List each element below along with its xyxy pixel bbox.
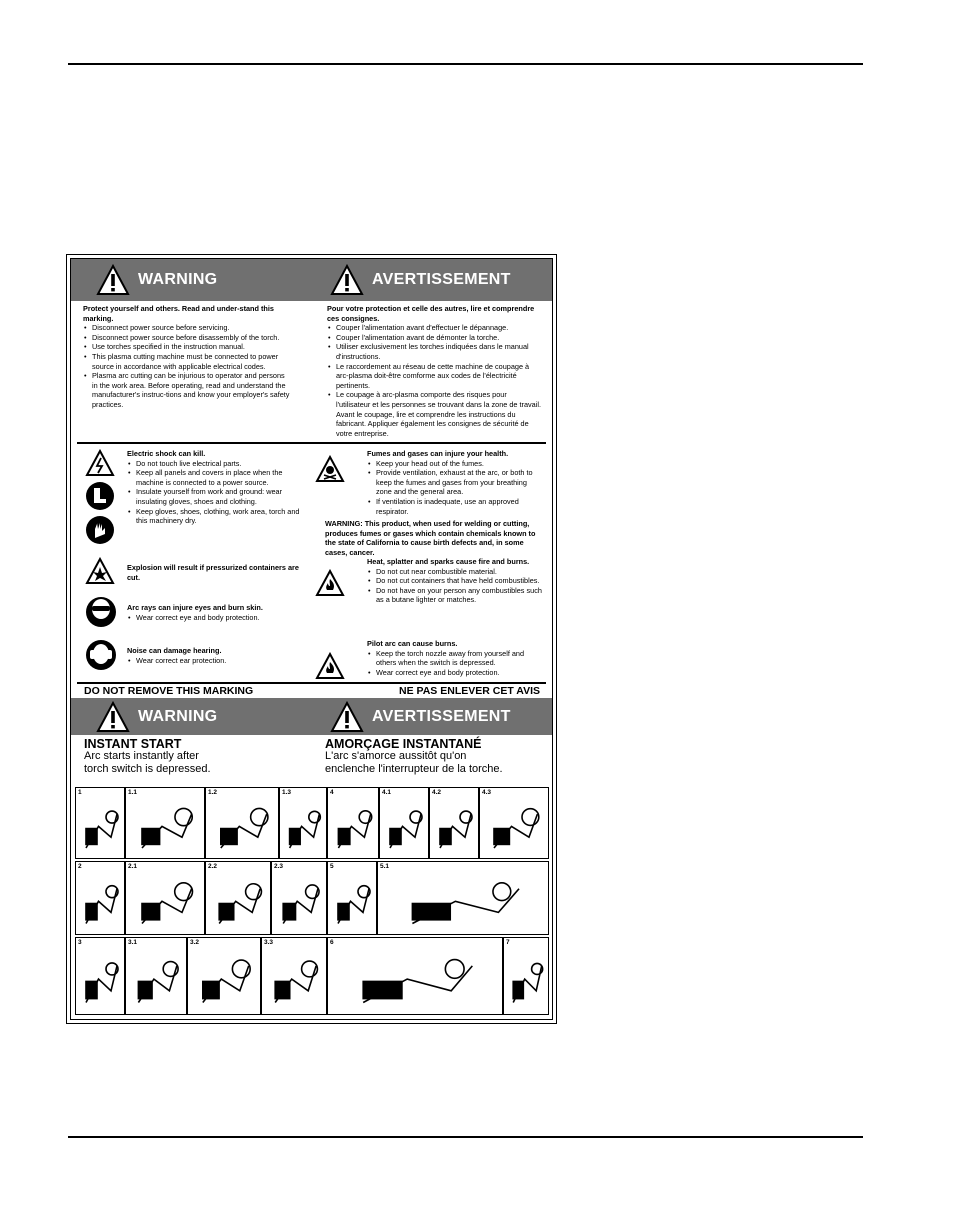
warning-triangle-icon — [330, 701, 364, 733]
list-item: • Insulate yourself from work and ground: wear insulating gloves, shoes and clothing. — [127, 487, 311, 506]
pictogram-cell — [205, 861, 271, 935]
hazard-heading: Pilot arc can cause burns. — [367, 639, 458, 648]
safety-pictogram-icon — [328, 788, 379, 859]
pictogram-number: 1.3 — [282, 789, 292, 796]
hazard-fumes — [367, 449, 543, 516]
pictogram-cell — [479, 787, 549, 859]
pictogram-number: 4.3 — [482, 789, 492, 796]
toxic-fumes-icon — [315, 455, 345, 483]
ear-protection-icon — [85, 639, 117, 671]
hazard-electric-shock — [127, 449, 311, 526]
pictogram-cell — [125, 787, 205, 859]
hazard-heading: Electric shock can kill. — [127, 449, 206, 458]
burn-hazard-icon — [315, 652, 345, 680]
prop65-text: WARNING: This product, when used for welding or cutting, produces fumes or gases which contain chemicals known to the state of California to cause birth defects and, in some cases, cancer. — [325, 519, 536, 557]
list-item: • Do not cut containers that have held combustibles. — [367, 576, 543, 586]
pictogram-cell — [503, 937, 549, 1015]
hazard-arc-rays — [127, 603, 311, 622]
list-item: • Keep all panels and covers in place when the machine is connected to a power source. — [127, 468, 311, 487]
bottom-rule — [68, 1136, 863, 1138]
instant-start-title-fr: AMORÇAGE INSTANTANÉ — [325, 737, 482, 751]
safety-label-inner — [70, 258, 553, 1020]
eye-protection-icon — [85, 596, 117, 628]
list-item: • Plasma arc cutting can be injurious to operator and persons in the work area. Before operating, read and understand the manufacturer's instruc-tions and know your employer's safety practices. — [83, 371, 291, 409]
pictogram-cell — [205, 787, 279, 859]
pictogram-number: 2 — [78, 863, 82, 870]
safety-pictogram-icon — [262, 938, 327, 1015]
list-item: • Keep your head out of the fumes. — [367, 459, 543, 469]
safety-pictogram-icon — [430, 788, 479, 859]
pictogram-number: 4 — [330, 789, 334, 796]
pictogram-cell — [75, 787, 125, 859]
intro-fr-heading: Pour votre protection et celle des autres, lire et comprendre ces consignes. — [327, 304, 535, 323]
list-item: • Disconnect power source before servicing. — [83, 323, 291, 333]
instant-start-line: L'arc s'amorce aussitôt qu'on — [325, 750, 467, 762]
pictogram-number: 3.3 — [264, 939, 274, 946]
warning-header-en — [96, 698, 217, 735]
pictogram-number: 5 — [330, 863, 334, 870]
warning-title-en: WARNING — [138, 707, 218, 725]
pictogram-number: 3.1 — [128, 939, 138, 946]
pictogram-cell — [271, 861, 327, 935]
safety-pictogram-icon — [206, 788, 279, 859]
safety-pictogram-icon — [206, 862, 271, 935]
list-item: • Wear correct eye and body protection. — [367, 668, 543, 678]
hazard-heading: Fumes and gases can injure your health. — [367, 449, 509, 458]
explosion-icon — [85, 557, 115, 585]
list-item: • Couper l'alimentation avant d'effectuer le dépannage. — [327, 323, 541, 333]
list-item: • If ventilation is inadequate, use an approved respirator. — [367, 497, 543, 516]
warning-header-fr — [330, 259, 511, 301]
hazard-heading: Heat, splatter and sparks cause fire and burns. — [367, 557, 530, 566]
pictogram-cell — [377, 861, 549, 935]
intro-fr — [327, 304, 541, 438]
safety-label — [66, 254, 557, 1024]
pictogram-grid — [75, 787, 547, 1015]
instant-start-body-fr — [325, 750, 503, 776]
hazard-explosion — [127, 563, 307, 582]
safety-pictogram-icon — [272, 862, 327, 935]
pictogram-number: 1.2 — [208, 789, 218, 796]
warning-title-en: WARNING — [138, 271, 218, 288]
list-item: • Wear correct ear protection. — [127, 656, 311, 666]
fire-hazard-icon — [315, 569, 345, 597]
list-item: • This plasma cutting machine must be connected to power source in accordance with applicable electrical codes. — [83, 352, 291, 371]
electric-shock-icon — [85, 449, 115, 477]
pictogram-number: 4.2 — [432, 789, 442, 796]
pictogram-cell — [75, 937, 125, 1015]
instant-start-line: enclenche l'interrupteur de la torche. — [325, 763, 503, 775]
list-item: • Use torches specified in the instruction manual. — [83, 342, 291, 352]
safety-pictogram-icon — [126, 938, 187, 1015]
prop65-warning — [325, 519, 543, 557]
instant-start-line: torch switch is depressed. — [84, 763, 211, 775]
safety-pictogram-icon — [76, 788, 125, 859]
pictogram-cell — [187, 937, 261, 1015]
warning-bar-bottom — [71, 698, 552, 735]
intro-en-heading: Protect yourself and others. Read and under-stand this marking. — [83, 304, 274, 323]
pictogram-number: 5.1 — [380, 863, 390, 870]
section-divider — [77, 442, 546, 444]
list-item: • Utiliser exclusivement les torches indiquées dans le manual d'instructions. — [327, 342, 541, 361]
safety-pictogram-icon — [126, 862, 205, 935]
instant-start-line: Arc starts instantly after — [84, 750, 199, 762]
pictogram-number: 2.2 — [208, 863, 218, 870]
safety-pictogram-icon — [76, 938, 125, 1015]
list-item: • Le raccordement au réseau de cette machine de coupage à arc-plasma doit-être comforme aux codes de l'électricité pertinents. — [327, 362, 541, 391]
pictogram-number: 3 — [78, 939, 82, 946]
do-not-remove-fr: NE PAS ENLEVER CET AVIS — [399, 685, 540, 697]
pictogram-cell — [327, 787, 379, 859]
do-not-remove-en: DO NOT REMOVE THIS MARKING — [84, 685, 254, 697]
safety-pictogram-icon — [380, 788, 429, 859]
gloves-icon — [85, 515, 115, 545]
pictogram-number: 1.1 — [128, 789, 138, 796]
top-rule — [68, 63, 863, 65]
hazard-pilot-arc — [367, 639, 543, 677]
list-item: • Provide ventilation, exhaust at the arc, or both to keep the fumes and gases from your breathing zone and the general area. — [367, 468, 543, 497]
warning-triangle-icon — [330, 264, 364, 296]
safety-pictogram-icon — [504, 938, 549, 1015]
list-item: • Keep gloves, shoes, clothing, work area, torch and this machinery dry. — [127, 507, 311, 526]
safety-pictogram-icon — [328, 938, 503, 1015]
pictogram-number: 7 — [506, 939, 510, 946]
warning-bar-top — [71, 259, 552, 301]
pictogram-cell — [379, 787, 429, 859]
hazard-heading: Noise can damage hearing. — [127, 646, 222, 655]
intro-en — [83, 304, 291, 410]
hazard-heading: Explosion will result if pressurized containers are cut. — [127, 563, 299, 582]
safety-pictogram-icon — [328, 862, 377, 935]
list-item: • Do not have on your person any combustibles such as a butane lighter or matches. — [367, 586, 543, 605]
pictogram-cell — [261, 937, 327, 1015]
pictogram-number: 1 — [78, 789, 82, 796]
hazard-fire — [367, 557, 543, 605]
pictogram-cell — [429, 787, 479, 859]
list-item: • Wear correct eye and body protection. — [127, 613, 311, 623]
pictogram-cell — [125, 861, 205, 935]
list-item: • Le coupage à arc-plasma comporte des risques pour l'utilisateur et les personnes se trouvant dans la zone de travail. Avant le coupage, lire et comprendre les instructions du fabricant. Appliquer également les consignes de sécurité de votre entreprise. — [327, 390, 541, 438]
warning-triangle-icon — [96, 701, 130, 733]
list-item: • Do not touch live electrical parts. — [127, 459, 311, 469]
hazard-noise — [127, 646, 311, 665]
safety-pictogram-icon — [280, 788, 327, 859]
instant-start-body-en — [84, 750, 211, 776]
pictogram-number: 4.1 — [382, 789, 392, 796]
list-item: • Couper l'alimentation avant de démonter la torche. — [327, 333, 541, 343]
section-divider — [77, 682, 546, 684]
boots-icon — [85, 481, 115, 511]
safety-pictogram-icon — [480, 788, 549, 859]
instant-start-title-en: INSTANT START — [84, 737, 182, 751]
list-item: • Disconnect power source before disassembly of the torch. — [83, 333, 291, 343]
safety-pictogram-icon — [188, 938, 261, 1015]
pictogram-cell — [75, 861, 125, 935]
safety-pictogram-icon — [76, 862, 125, 935]
pictogram-number: 2.3 — [274, 863, 284, 870]
pictogram-number: 6 — [330, 939, 334, 946]
pictogram-cell — [327, 937, 503, 1015]
list-item: • Do not cut near combustible material. — [367, 567, 543, 577]
pictogram-cell — [125, 937, 187, 1015]
hazard-heading: Arc rays can injure eyes and burn skin. — [127, 603, 263, 612]
safety-pictogram-icon — [126, 788, 205, 859]
pictogram-cell — [279, 787, 327, 859]
list-item: • Keep the torch nozzle away from yourself and others when the switch is depressed. — [367, 649, 543, 668]
warning-title-fr: AVERTISSEMENT — [372, 707, 511, 725]
warning-header-fr — [330, 698, 511, 735]
pictogram-cell — [327, 861, 377, 935]
warning-title-fr: AVERTISSEMENT — [372, 271, 511, 288]
pictogram-number: 2.1 — [128, 863, 138, 870]
warning-triangle-icon — [96, 264, 130, 296]
warning-header-en — [96, 259, 217, 301]
pictogram-number: 3.2 — [190, 939, 200, 946]
safety-pictogram-icon — [378, 862, 549, 935]
